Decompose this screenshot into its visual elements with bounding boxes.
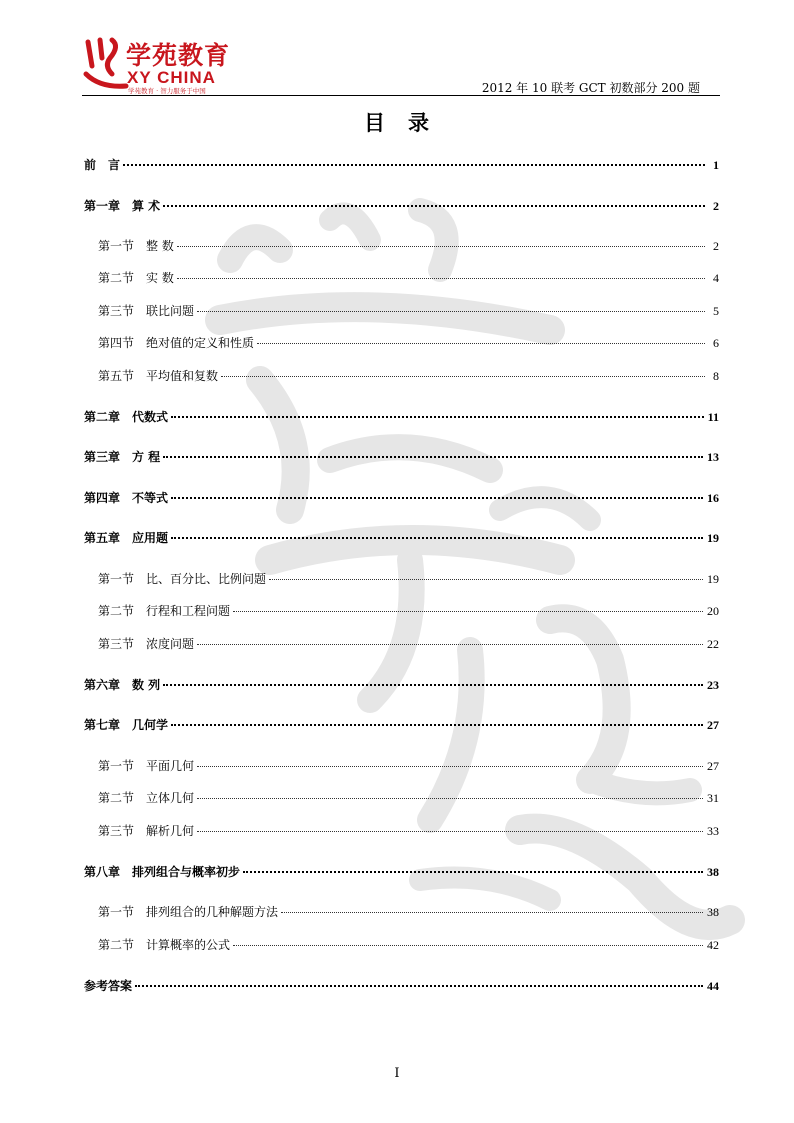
- toc-entry[interactable]: [84, 334, 719, 351]
- toc-entry-label: 第二节 实 数: [98, 271, 174, 285]
- toc-entry-label: 第一章 算 术: [84, 199, 161, 213]
- toc-entry-page: 31: [707, 791, 719, 805]
- leader-dots: [257, 343, 705, 344]
- toc-entry-label: 第五章 应用题: [84, 531, 169, 545]
- toc-entry-label: 第二节 行程和工程问题: [98, 604, 231, 618]
- leader-dots: [197, 766, 703, 767]
- toc-entry-page: 20: [707, 604, 719, 618]
- toc-entry-page: 44: [707, 979, 719, 993]
- leader-dots: [233, 611, 703, 612]
- toc-entry[interactable]: [84, 757, 719, 774]
- toc-entry[interactable]: [84, 716, 719, 733]
- toc-entry-label: 第一节 整 数: [98, 239, 174, 253]
- toc-entry-page: 22: [707, 637, 719, 651]
- page-number: I: [394, 1066, 400, 1081]
- toc-entry-label: 第四章 不等式: [84, 491, 169, 505]
- toc-entry[interactable]: [84, 977, 719, 994]
- toc-entry[interactable]: [84, 529, 719, 546]
- toc-entry[interactable]: [84, 863, 719, 880]
- leader-dots: [163, 684, 703, 686]
- toc-entry-page: 8: [713, 369, 719, 383]
- toc-entry-page: 27: [707, 718, 719, 732]
- toc-entry[interactable]: [84, 789, 719, 806]
- toc-entry[interactable]: [84, 448, 719, 465]
- toc-entry-label: 第八章 排列组合与概率初步: [84, 865, 241, 879]
- toc-entry-page: 1: [713, 158, 719, 172]
- toc-entry-page: 6: [713, 336, 719, 350]
- leader-dots: [163, 205, 705, 207]
- toc-entry[interactable]: [84, 635, 719, 652]
- leader-dots: [123, 164, 705, 166]
- logo-english-name: XY CHINA: [127, 68, 216, 87]
- logo-chinese-name: 学苑教育: [126, 41, 231, 70]
- toc-entry[interactable]: [84, 197, 719, 214]
- leader-dots: [269, 579, 703, 580]
- table-of-contents: [84, 0, 719, 1000]
- toc-entry[interactable]: [84, 237, 719, 254]
- leader-dots: [171, 416, 704, 418]
- toc-entry[interactable]: [84, 602, 719, 619]
- toc-entry[interactable]: [84, 936, 719, 953]
- toc-entry-page: 13: [707, 450, 719, 464]
- leader-dots: [171, 537, 703, 539]
- toc-entry[interactable]: [84, 822, 719, 839]
- toc-entry-label: 第三节 浓度问题: [98, 637, 195, 651]
- toc-entry[interactable]: [84, 269, 719, 286]
- leader-dots: [197, 644, 703, 645]
- toc-entry-label: 第五节 平均值和复数: [98, 369, 219, 383]
- toc-entry-label: 第六章 数 列: [84, 678, 161, 692]
- toc-entry[interactable]: [84, 570, 719, 587]
- toc-entry-label: 第三节 解析几何: [98, 824, 195, 838]
- toc-entry-label: 第二章 代数式: [84, 410, 169, 424]
- toc-entry-page: 38: [707, 865, 719, 879]
- leader-dots: [197, 798, 703, 799]
- leader-dots: [163, 456, 703, 458]
- toc-entry-label: 第一节 比、百分比、比例问题: [98, 572, 267, 586]
- toc-entry-page: 19: [707, 531, 719, 545]
- toc-entry[interactable]: [84, 302, 719, 319]
- toc-entry[interactable]: [84, 489, 719, 506]
- leader-dots: [171, 497, 703, 499]
- leader-dots: [135, 985, 703, 987]
- toc-entry-label: 第一节 排列组合的几种解题方法: [98, 905, 279, 919]
- toc-entry-page: 42: [707, 938, 719, 952]
- toc-entry-label: 第四节 绝对值的定义和性质: [98, 336, 255, 350]
- header-title: 2012 年 10 联考 GCT 初数部分 200 题: [481, 81, 700, 95]
- toc-entry[interactable]: [84, 676, 719, 693]
- toc-entry-label: 前 言: [84, 158, 121, 172]
- toc-entry-page: 5: [713, 304, 719, 318]
- toc-entry-page: 19: [707, 572, 719, 586]
- toc-entry-page: 38: [707, 905, 719, 919]
- toc-entry-label: 第二节 计算概率的公式: [98, 938, 231, 952]
- toc-entry[interactable]: [84, 408, 719, 425]
- toc-entry-label: 第一节 平面几何: [98, 759, 195, 773]
- leader-dots: [197, 311, 705, 312]
- leader-dots: [177, 278, 705, 279]
- logo-slogan: 学苑教育 · 智力服务于中国: [128, 87, 206, 95]
- toc-entry-page: 33: [707, 824, 719, 838]
- leader-dots: [233, 945, 703, 946]
- leader-dots: [171, 724, 703, 726]
- toc-entry-page: 23: [707, 678, 719, 692]
- toc-entry-page: 16: [707, 491, 719, 505]
- toc-entry-page: 2: [713, 199, 719, 213]
- toc-entry-label: 第三章 方 程: [84, 450, 161, 464]
- toc-entry-label: 第七章 几何学: [84, 718, 169, 732]
- toc-entry-page: 27: [707, 759, 719, 773]
- leader-dots: [243, 871, 703, 873]
- toc-entry-label: 第二节 立体几何: [98, 791, 195, 805]
- toc-entry[interactable]: [84, 903, 719, 920]
- toc-entry-label: 参考答案: [84, 979, 133, 993]
- toc-title: 目 录: [364, 110, 430, 135]
- toc-entry[interactable]: [84, 367, 719, 384]
- leader-dots: [221, 376, 705, 377]
- toc-entry-page: 4: [713, 271, 719, 285]
- toc-entry-label: 第三节 联比问题: [98, 304, 195, 318]
- leader-dots: [177, 246, 705, 247]
- leader-dots: [281, 912, 703, 913]
- leader-dots: [197, 831, 703, 832]
- toc-entry-page: 2: [713, 239, 719, 253]
- toc-entry[interactable]: [84, 156, 719, 173]
- toc-entry-page: 11: [707, 410, 719, 424]
